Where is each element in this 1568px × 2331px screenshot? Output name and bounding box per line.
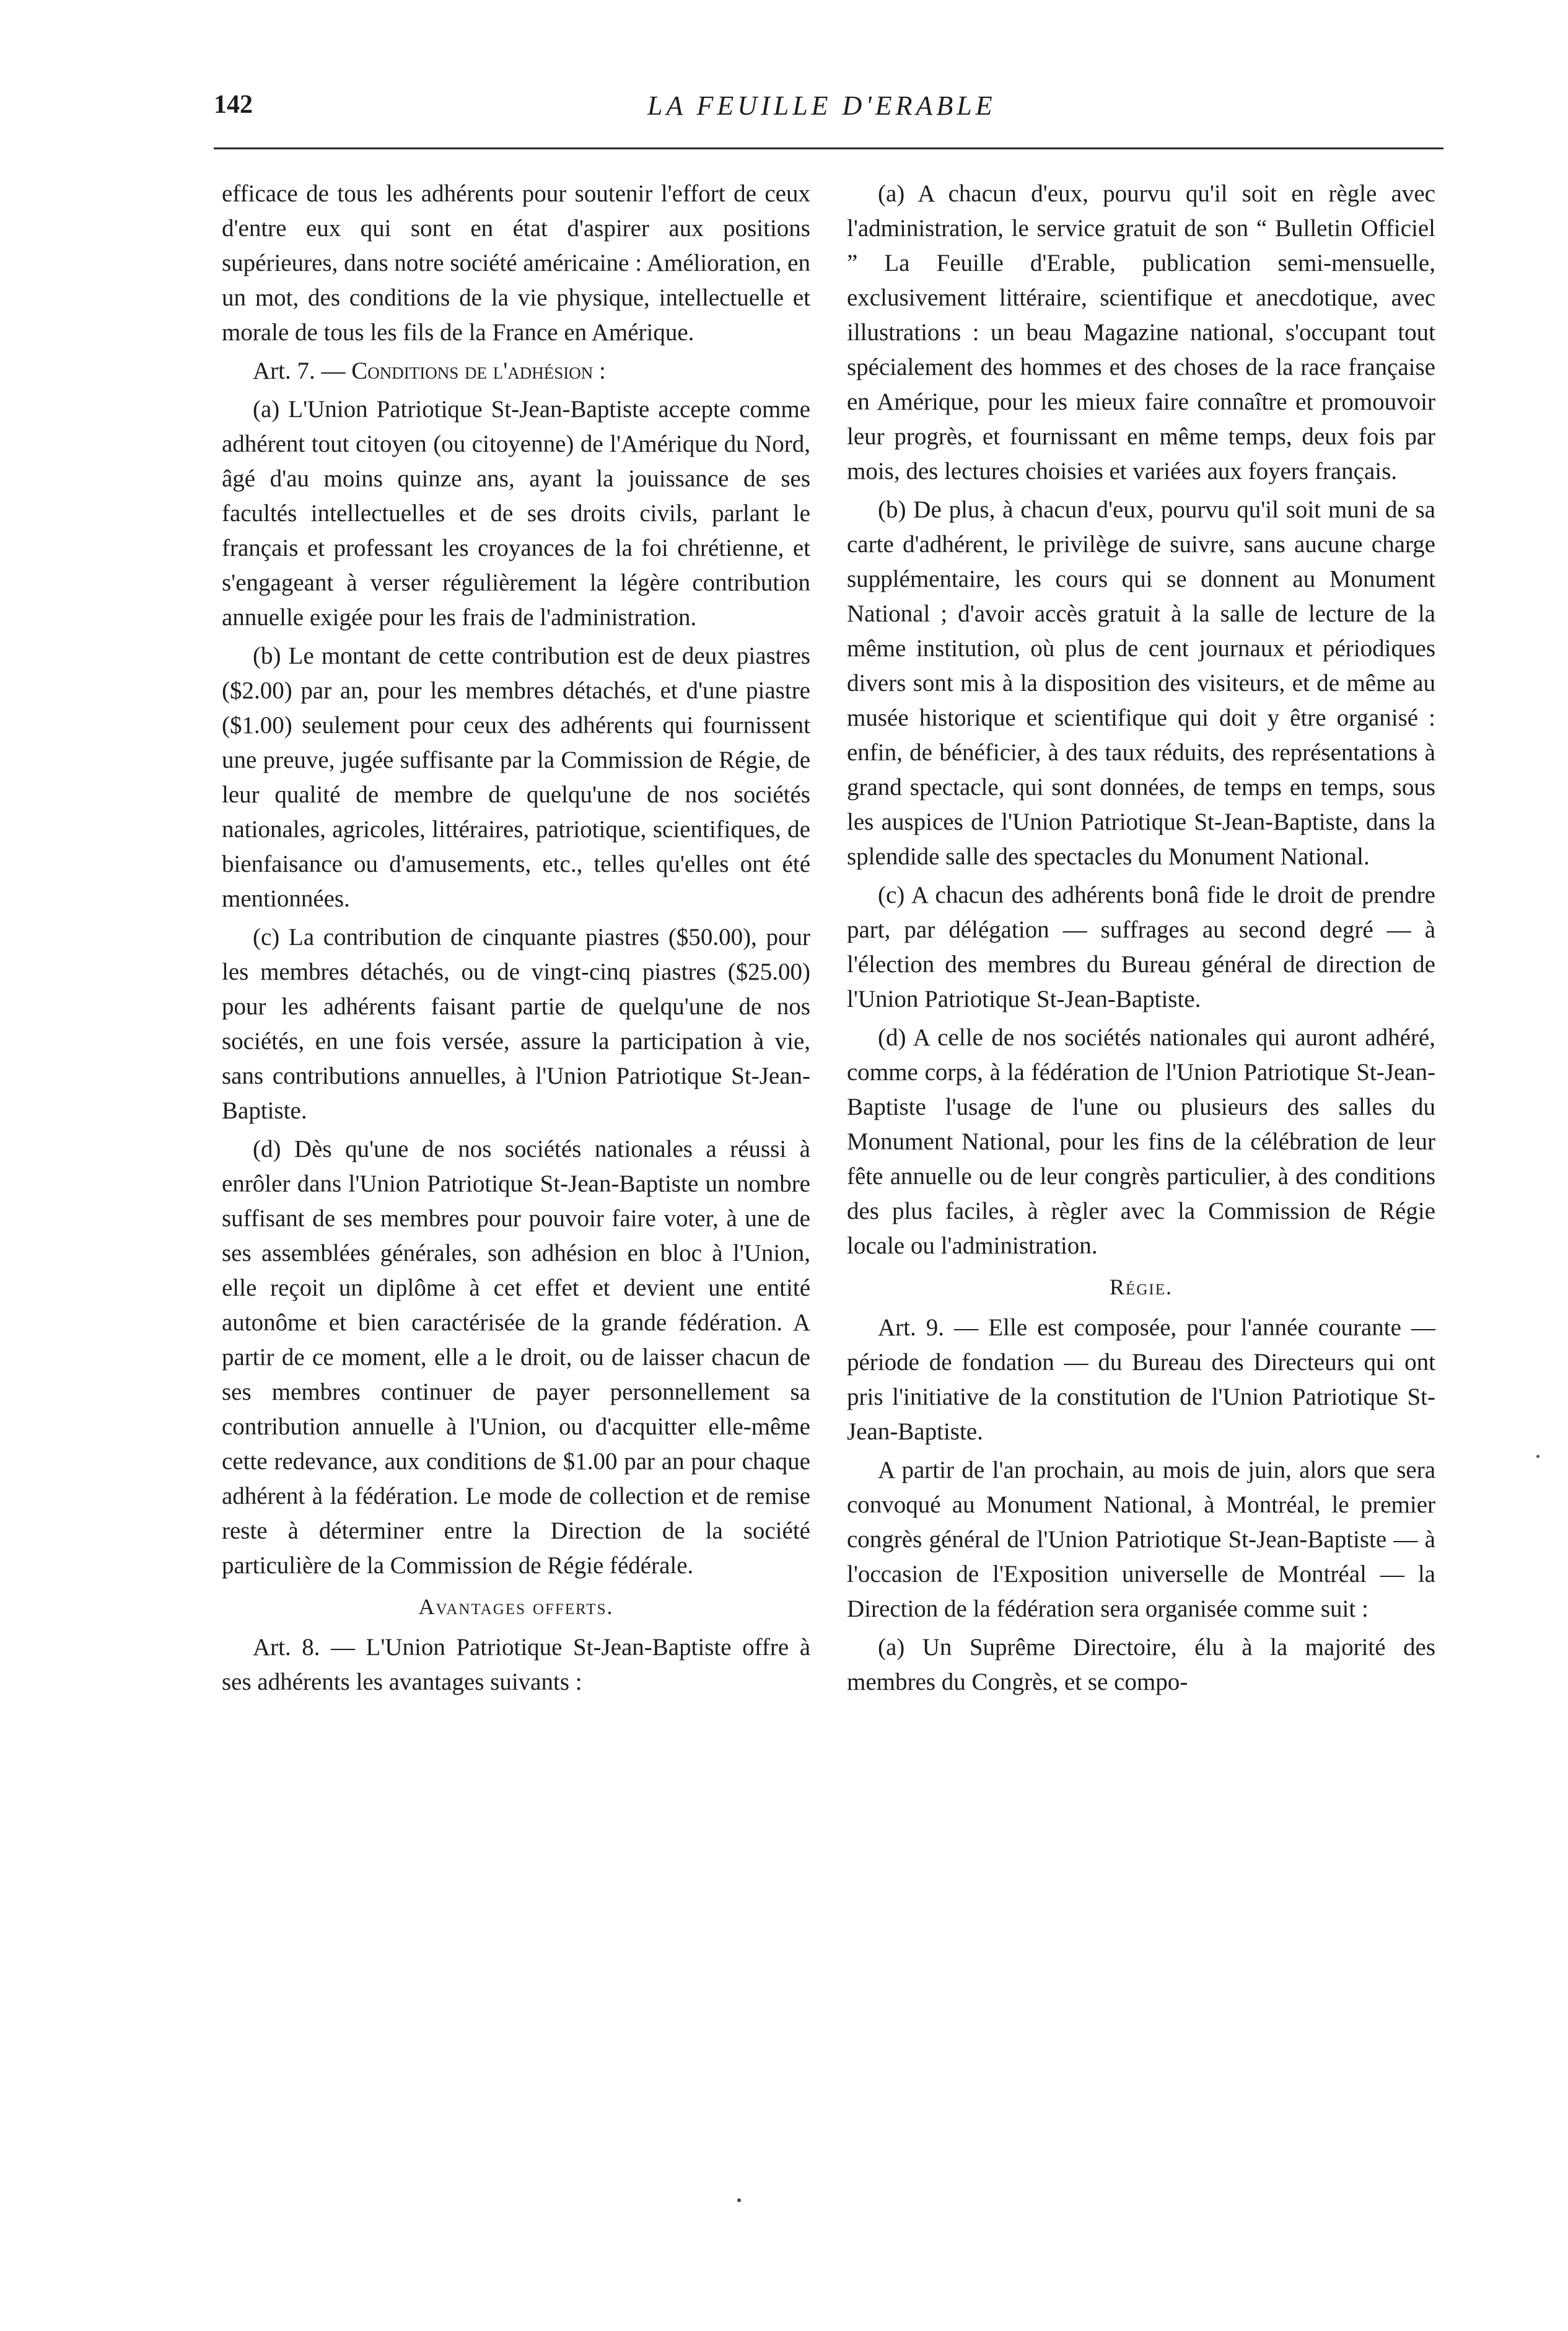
article-8-paragraph-c: (c) A chacun des adhérents bonâ fide le droit de prendre part, par délégation — suffrages au second degré — à l'élection des membres du Bureau général de direction de l'Union Patriotique St-Jean-Baptiste. (847, 882, 1435, 1012)
article-7-heading (222, 354, 810, 388)
header-rule (214, 147, 1443, 149)
article-7-paragraph-d: (d) Dès qu'une de nos sociétés nationales a réussi à enrôler dans l'Union Patriotique St-Jean-Baptiste un nombre suffisant de ses membres pour pouvoir faire voter, à une de ses assemblées générales, son adhésion en bloc à l'Union, elle reçoit un diplôme à cet effet et devient une entité autonôme et bien caractérisée de la grande fédération. A partir de ce moment, elle a le droit, ou de laisser chacun de ses membres continuer de payer personnellement sa contribution annuelle à l'Union, ou d'acquitter elle-même cette redevance, aux conditions de $1.00 par an pour chaque adhérent à la fédération. Le mode de collection et de remise reste à déterminer entre la Direction de la société particulière de la Commission de Régie fédérale. (222, 1136, 810, 1579)
bottom-speck (737, 2198, 741, 2202)
paragraph-intro-continuation: efficace de tous les adhérents pour soutenir l'effort de ceux d'entre eux qui sont en état d'aspirer aux positions supérieures, dans notre société américaine : Amélioration, en un mot, des conditions de la vie physique, intellectuelle et morale de tous les fils de la France en Amérique. (222, 180, 810, 346)
article-8-paragraph-a: (a) A chacun d'eux, pourvu qu'il soit en règle avec l'administration, le service gratuit de son “ Bulletin Officiel ” La Feuille d'Erable, publication semi-mensuelle, exclusivement littéraire, scientifique et anecdotique, avec illustrations : un beau Magazine national, s'occupant tout spécialement des hommes et des choses de la race française en Amérique, pour les mieux faire connaître et promouvoir leur progrès, et fournissant en même temps, deux fois par mois, des lectures choisies et variées aux foyers français. (847, 180, 1435, 485)
article-8-paragraph-b: (b) De plus, à chacun d'eux, pourvu qu'il soit muni de sa carte d'adhérent, le privilège de suivre, sans aucune charge supplémentaire, les cours qui se donnent au Monument National ; d'avoir accès gratuit à la salle de lecture de la même institution, où plus de cent journaux et périodiques divers sont mis à la disposition des visiteurs, et de même au musée historique et scientifique qui doit y être organisé : enfin, de bénéficier, à des taux réduits, des représentations à grand spectacle, qui sont données, de temps en temps, sous les auspices de l'Union Patriotique St-Jean-Baptiste, dans la splendide salle des spectacles du Monument National. (847, 496, 1435, 870)
article-8-paragraph: Art. 8. — L'Union Patriotique St-Jean-Baptiste offre à ses adhérents les avantages suivants : (222, 1634, 810, 1695)
article-8-paragraph-d: (d) A celle de nos sociétés nationales qui auront adhéré, comme corps, à la fédération de l'Union Patriotique St-Jean-Baptiste l'usage de l'une ou plusieurs des salles du Monument National, pour les fins de la célébration de leur fête annuelle ou de leur congrès particulier, à des conditions des plus faciles, à règler avec la Commission de Régie locale ou l'administration. (847, 1024, 1435, 1259)
page-number: 142 (214, 90, 253, 119)
margin-speck (1536, 1455, 1540, 1458)
article-7-paragraph-b: (b) Le montant de cette contribution est de deux piastres ($2.00) par an, pour les membres détachés, et d'une piastre ($1.00) seulement pour ceux des adhérents qui fournissent une preuve, jugée suffisante par la Commission de Régie, de leur qualité de membre de quelqu'une de nos sociétés nationales, agricoles, littéraires, patriotique, scientifiques, de bienfaisance ou d'amusements, etc., telles qu'elles ont été mentionnées. (222, 643, 810, 912)
section-heading-regie: Régie. (1110, 1275, 1173, 1299)
article-9-paragraph: Art. 9. — Elle est composée, pour l'année courante — période de fondation — du Bureau des Directeurs qui ont pris l'initiative de la constitution de l'Union Patriotique St-Jean-Baptiste. (847, 1314, 1435, 1445)
paragraph-a-partir: A partir de l'an prochain, au mois de juin, alors que sera convoqué au Monument National, à Montréal, le premier congrès général de l'Union Patriotique St-Jean-Baptiste — à l'occasion de l'Exposition universelle de Montréal — la Direction de la fédération sera organisée comme suit : (847, 1457, 1435, 1622)
article-7-title: Conditions de l'adhésion : (351, 358, 606, 384)
article-7-label: Art. 7. — (253, 358, 352, 384)
left-column (222, 177, 810, 1703)
article-7-paragraph-c: (c) La contribution de cinquante piastres ($50.00), pour les membres détachés, ou de vingt-cinq piastres ($25.00) pour les adhérents faisant partie de quelqu'une de nos sociétés, en une fois versée, assure la participation à vie, sans contributions annuelles, à l'Union Patriotique St-Jean-Baptiste. (222, 924, 810, 1124)
running-title: LA FEUILLE D'ERABLE (647, 90, 996, 121)
article-7-paragraph-a: (a) L'Union Patriotique St-Jean-Baptiste accepte comme adhérent tout citoyen (ou citoyenne) de l'Amérique du Nord, âgé d'au moins quinze ans, ayant la jouissance de ses facultés intellectuelles et de ses droits civils, parlant le français et professant les croyances de la foi chrétienne, et s'engageant à verser régulièrement la légère contribution annuelle exigée pour les frais de l'administration. (222, 396, 810, 631)
section-heading-avantages: Avantages offerts. (418, 1594, 614, 1619)
article-9-paragraph-a: (a) Un Suprême Directoire, élu à la majorité des membres du Congrès, et se compo- (847, 1634, 1435, 1695)
page-header (214, 90, 1443, 127)
right-column (847, 177, 1435, 1703)
